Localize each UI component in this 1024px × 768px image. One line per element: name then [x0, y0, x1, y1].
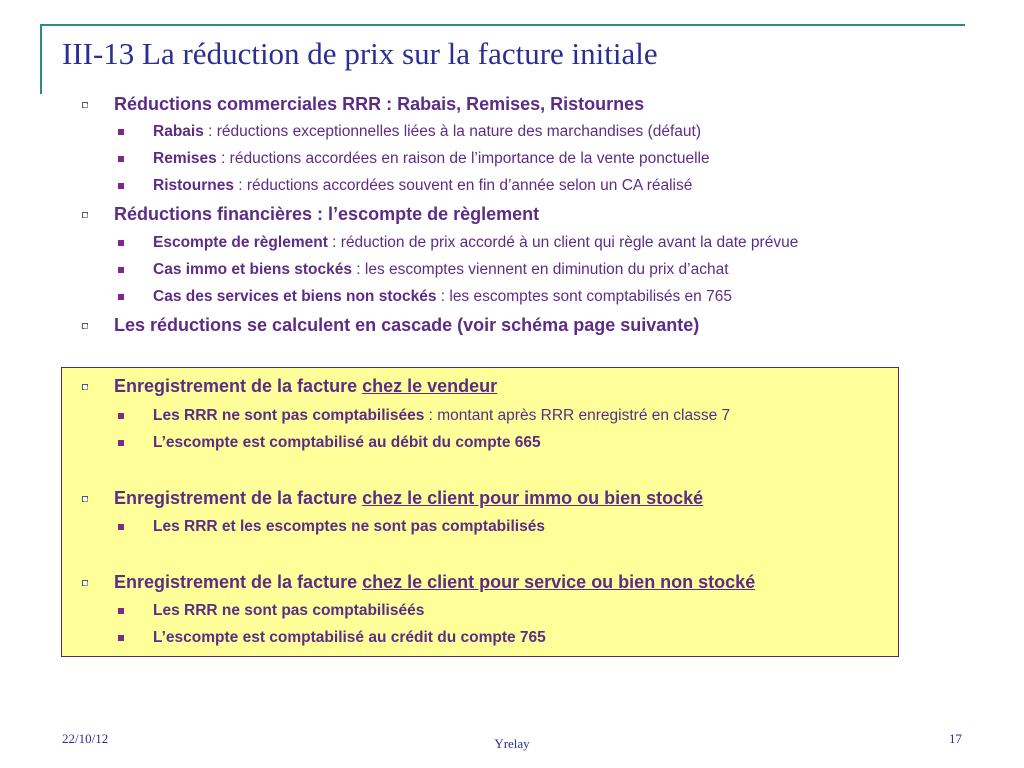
section-heading: Réductions financières : l’escompte de règlement: [114, 204, 540, 224]
square-bullet-icon: [118, 240, 124, 246]
square-bullet-icon: [118, 413, 124, 419]
square-bullet-icon: [118, 294, 124, 300]
hollow-square-bullet-icon: [82, 580, 88, 586]
hollow-square-bullet-icon: [82, 496, 88, 502]
hollow-square-bullet-icon: [82, 212, 88, 218]
list-item: Escompte de règlement : réduction de prix accordé à un client qui règle avant la date prévue: [153, 234, 799, 251]
list-item: Ristournes : réductions accordées souvent en fin d’année selon un CA réalisé: [153, 177, 693, 194]
footer-date: 22/10/12: [62, 731, 109, 746]
section-heading: Les réductions se calculent en cascade (voir schéma page suivante): [114, 315, 700, 335]
slide-title: III-13 La réduction de prix sur la facture initiale: [62, 36, 658, 71]
box-heading: Enregistrement de la facture chez le vendeur: [114, 376, 498, 396]
box-heading: Enregistrement de la facture chez le client pour immo ou bien stocké: [114, 488, 704, 508]
square-bullet-icon: [118, 183, 124, 189]
square-bullet-icon: [118, 524, 124, 530]
list-item: Cas des services et biens non stockés : les escomptes sont comptabilisés en 765: [153, 288, 732, 305]
list-item: Les RRR ne sont pas comptabiliséés: [153, 602, 425, 619]
footer-author: Yrelay: [494, 736, 530, 751]
hollow-square-bullet-icon: [82, 384, 88, 390]
list-item: Remises : réductions accordées en raison de l’importance de la vente ponctuelle: [153, 150, 710, 167]
list-item: L’escompte est comptabilisé au débit du compte 665: [153, 434, 541, 451]
box-heading: Enregistrement de la facture chez le client pour service ou bien non stocké: [114, 572, 756, 592]
hollow-square-bullet-icon: [82, 102, 88, 108]
list-item: Cas immo et biens stockés : les escomptes viennent en diminution du prix d’achat: [153, 261, 729, 278]
square-bullet-icon: [118, 129, 124, 135]
title-horizontal-rule: [41, 24, 965, 26]
list-item: Les RRR ne sont pas comptabilisées : montant après RRR enregistré en classe 7: [153, 407, 731, 424]
square-bullet-icon: [118, 635, 124, 641]
title-vertical-rule: [40, 24, 42, 94]
square-bullet-icon: [118, 267, 124, 273]
hollow-square-bullet-icon: [82, 323, 88, 329]
square-bullet-icon: [118, 608, 124, 614]
square-bullet-icon: [118, 440, 124, 446]
section-heading: Réductions commerciales RRR : Rabais, Remises, Ristournes: [114, 94, 645, 114]
page-number: 17: [949, 731, 962, 746]
list-item: Les RRR et les escomptes ne sont pas comptabilisés: [153, 518, 545, 535]
list-item: Rabais : réductions exceptionnelles liées à la nature des marchandises (défaut): [153, 123, 701, 140]
list-item: L’escompte est comptabilisé au crédit du compte 765: [153, 629, 546, 646]
square-bullet-icon: [118, 156, 124, 162]
